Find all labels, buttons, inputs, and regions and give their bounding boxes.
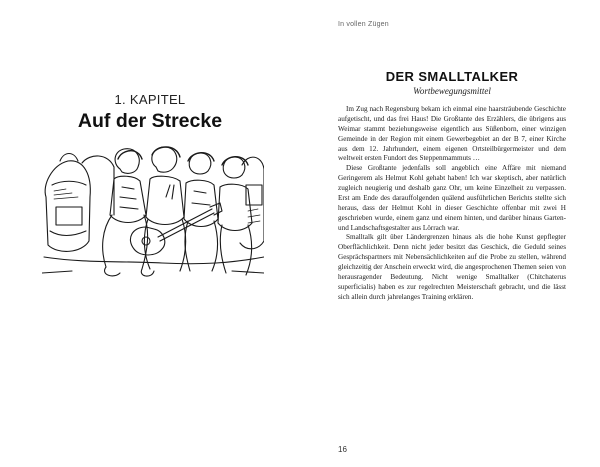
paragraph: Diese Großtante jedenfalls soll angeblich eine Affäre mit niemand Geringerem als Helmut Kohl gehabt haben! Ich war skeptisch, aber natürlich zugleich neugierig und deshalb ganz Ohr, um keine Einzelheit zu verpassen. Erst am Ende des darauffolgenden quälend ausführlichen Berichts stellte sich heraus, dass der Helmut Kohl in dieser Geschichte offenbar mit zwei H geschrieben wurde, einem ganz und einem hinten, und darüber hinaus Garten- und Landschaftsgestalter aus Lörrach war.: [338, 164, 566, 232]
chapter-number: 1. KAPITEL: [114, 92, 186, 107]
paragraph: Im Zug nach Regensburg bekam ich einmal eine haarsträubende Geschichte aufgetischt, und das frei Haus! Die Großtante des Erzählers, die übrigens aus Weimar stammt beziehungsweise eigentlich aus Süßenborn, einer winzigen Gemeinde in der Region mit einem Gewerbegebiet an der B 7, einer Kirche aus dem 12. Jahrhundert, einem eigenen Ortsteilbürgermeister und dem weltweit ersten Fundort des Steppenmammuts …: [338, 105, 566, 163]
train-passengers-illustration: [42, 145, 264, 285]
section-subtitle: Wortbewegungsmittel: [413, 86, 491, 96]
running-head: In vollen Zügen: [338, 21, 389, 28]
section-title: DER SMALLTALKER: [385, 69, 519, 84]
right-page: [300, 0, 600, 467]
chapter-title: Auf der Strecke: [77, 110, 223, 132]
paragraph: Smalltalk gilt über Ländergrenzen hinaus als die hohe Kunst gepflegter Oberflächlichkeit. Denn nicht jeder besitzt das Geschick, die Geduld seines Gesprächspartners mit Nebensächlichkeiten auf die Probe zu stellen, während gleichzeitig der Anschein erweckt wird, die angesprochenen Themen seien von herausragender Bedeutung. Nicht wenige Smalltalker (Chitchaterus superficialis) haben es zur regelrechten Meisterschaft gebracht, und die lässt sich allein durch jahrelanges Training erklären.: [338, 233, 566, 301]
page-number: 16: [338, 445, 347, 454]
body-text: [338, 105, 566, 303]
